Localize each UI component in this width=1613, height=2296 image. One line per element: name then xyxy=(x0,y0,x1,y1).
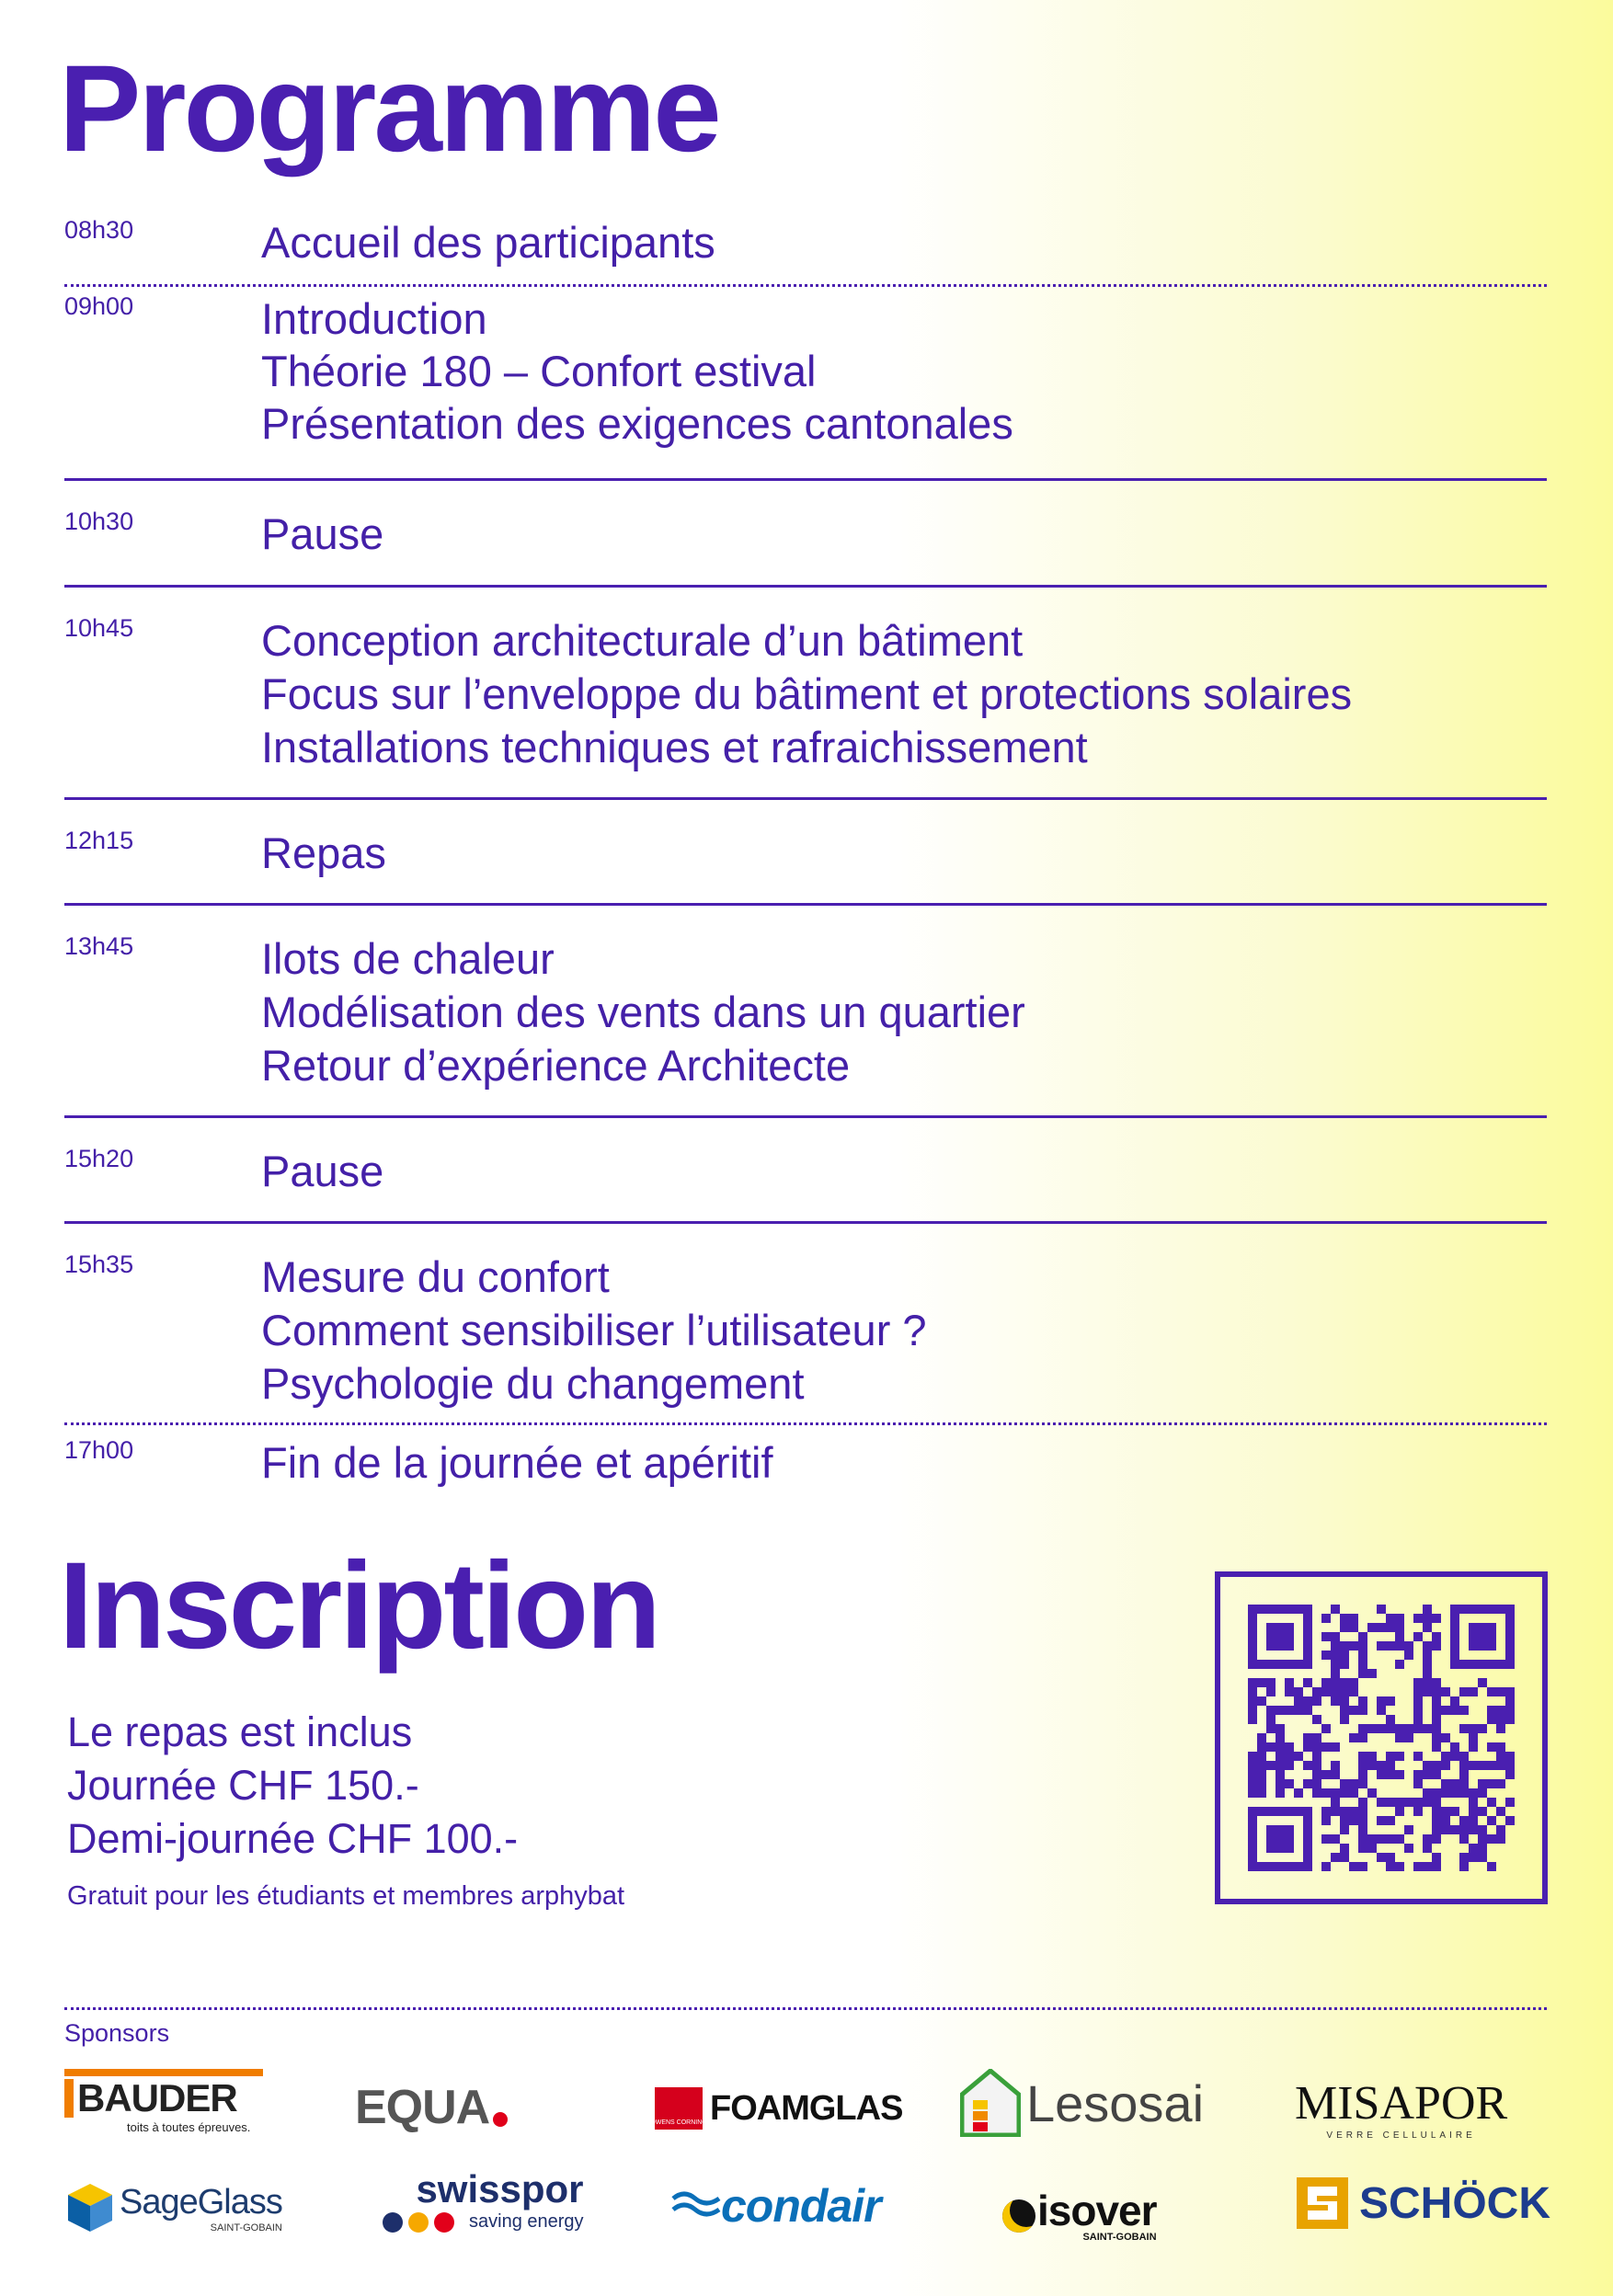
sponsors-label: Sponsors xyxy=(64,2019,170,2047)
slot-time: 09h00 xyxy=(64,292,134,320)
separator xyxy=(64,797,1547,800)
slot-time: 15h20 xyxy=(64,1145,134,1172)
separator-dotted xyxy=(64,2007,1547,2010)
slot-item: Modélisation des vents dans un quartier xyxy=(261,988,1025,1036)
logo-swisspor: swisspor saving energy xyxy=(383,2167,584,2246)
slot-time: 12h15 xyxy=(64,827,134,854)
logo-equa: EQUA xyxy=(355,2080,508,2135)
registration-qr-code[interactable] xyxy=(1215,1571,1548,1904)
registration-line: Demi-journée CHF 100.- xyxy=(67,1815,519,1862)
registration-line: Journée CHF 150.- xyxy=(67,1762,419,1809)
slot-item: Introduction xyxy=(261,294,487,343)
slot-time: 13h45 xyxy=(64,932,134,960)
slot-item: Mesure du confort xyxy=(261,1252,610,1301)
slot-item: Retour d’expérience Architecte xyxy=(261,1041,851,1090)
registration-details xyxy=(67,1706,518,1866)
slot-item: Fin de la journée et apéritif xyxy=(261,1438,773,1487)
slot-item: Conception architecturale d’un bâtiment xyxy=(261,616,1024,665)
qr-code-image xyxy=(1248,1605,1515,1871)
logo-condair: condair xyxy=(671,2177,881,2234)
logo-bauder: BAUDER toits à toutes épreuves. xyxy=(64,2069,267,2142)
separator xyxy=(64,1221,1547,1224)
logo-misapor: MISAPOR VERRE CELLULAIRE xyxy=(1295,2077,1508,2141)
slot-item: Pause xyxy=(261,1147,384,1195)
logo-foamglas: OWENS CORNING FOAMGLAS xyxy=(655,2085,902,2131)
separator-dotted xyxy=(64,1422,1547,1425)
slot-item: Ilots de chaleur xyxy=(261,934,555,983)
slot-item: Focus sur l’enveloppe du bâtiment et protections solaires xyxy=(261,669,1353,718)
slot-item: Comment sensibiliser l’utilisateur ? xyxy=(261,1306,927,1354)
slot-item: Pause xyxy=(261,509,384,558)
slot-item: Accueil des participants xyxy=(261,218,715,267)
slot-time: 10h45 xyxy=(64,614,134,642)
slot-item: Présentation des exigences cantonales xyxy=(261,399,1013,448)
separator xyxy=(64,903,1547,906)
program-title: Programme xyxy=(59,40,719,177)
registration-line: Le repas est inclus xyxy=(67,1708,413,1755)
registration-note: Gratuit pour les étudiants et membres arphybat xyxy=(67,1881,625,1911)
condair-wave-icon xyxy=(671,2187,721,2224)
separator-dotted xyxy=(64,284,1547,287)
slot-time: 10h30 xyxy=(64,508,134,535)
house-icon xyxy=(960,2069,1021,2137)
logo-sageglass: SageGlass SAINT-GOBAIN xyxy=(64,2176,282,2240)
schoeck-mark-icon xyxy=(1297,2177,1348,2229)
slot-item: Théorie 180 – Confort estival xyxy=(261,347,817,395)
logo-lesosai: Lesosai xyxy=(960,2066,1204,2140)
slot-item: Psychologie du changement xyxy=(261,1359,805,1408)
separator xyxy=(64,478,1547,481)
slot-time: 08h30 xyxy=(64,216,134,244)
logo-schoeck: SCHÖCK xyxy=(1297,2176,1550,2231)
slot-time: 17h00 xyxy=(64,1436,134,1464)
sageglass-cube-icon xyxy=(64,2182,116,2233)
registration-title: Inscription xyxy=(59,1537,658,1674)
separator xyxy=(64,585,1547,588)
slot-item: Repas xyxy=(261,828,386,877)
slot-item: Installations techniques et rafraichissement xyxy=(261,723,1088,771)
logo-isover: isover SAINT-GOBAIN xyxy=(1002,2181,1157,2251)
separator xyxy=(64,1115,1547,1118)
slot-time: 15h35 xyxy=(64,1251,134,1278)
